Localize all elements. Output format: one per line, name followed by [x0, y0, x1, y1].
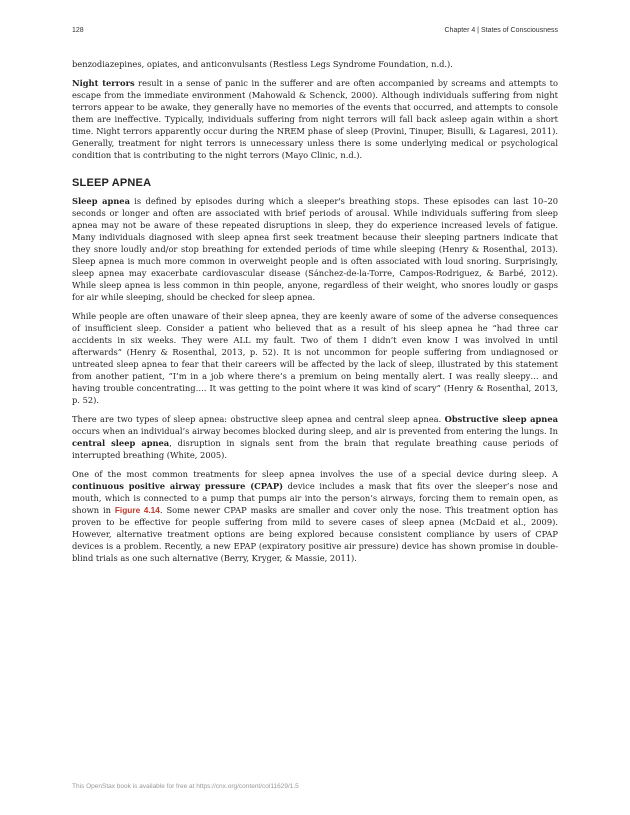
paragraph-text: occurs when an individual’s airway becomes blocked during sleep, and air is prevented from entering the lungs. In [72, 426, 558, 436]
paragraph-text: , disruption in signals sent from the brain that regulate breathing cause periods of interrupted breathing (White, 2005). [72, 438, 558, 460]
key-term: Obstructive sleep apnea [444, 414, 558, 424]
body-text [72, 58, 558, 571]
key-term: Night terrors [72, 78, 135, 88]
paragraph-text: benzodiazepines, opiates, and anticonvulsants (Restless Legs Syndrome Foundation, n.d.). [72, 59, 453, 69]
page-header [72, 27, 558, 39]
paragraph-text: One of the most common treatments for sleep apnea involves the use of a special device during sleep. A [72, 469, 558, 479]
key-term: Sleep apnea [72, 196, 130, 206]
page-footer: This OpenStax book is available for free at https://cnx.org/content/col11629/1.5 [72, 783, 299, 790]
paragraph-sleep-apnea [72, 195, 558, 303]
paragraph-text: device includes a mask that fits over the sleeper’s nose and mouth, which is connected to a pump that pumps air into the person’s airways, forcing them to remain open, as shown in [72, 481, 558, 515]
paragraph-text: result in a sense of panic in the sufferer and are often accompanied by screams and attempts to escape from the immediate environment (Mahowald & Schenck, 2000). Although individuals suffering from night terrors appear to be awake, they generally have no memories of the events that occurred, and attempts to console them are ineffective. Typically, individuals suffering from night terrors will fall back asleep again within a short time. Night terrors apparently occur during the NREM phase of sleep (Provini, Tinuper, Bisulli, & Lagaresi, 2011). Generally, treatment for night terrors is unnecessary unless there is some underlying medical or psychological condition that is contributing to the night terrors (Mayo Clinic, n.d.). [72, 78, 558, 160]
paragraph-text: is defined by episodes during which a sleeper's breathing stops. These episodes can last 10–20 seconds or longer and often are associated with brief periods of arousal. While individuals suffering from sleep apnea may not be aware of these repeated disruptions in sleep, they do experience increased levels of fatigue. Many individuals diagnosed with sleep apnea first seek treatment because their sleeping partners indicate that they snore loudly and/or stop breathing for extended periods of time while sleeping (Henry & Rosenthal, 2013). Sleep apnea is much more common in overweight people and is often associated with loud snoring. Surprisingly, sleep apnea may exacerbate cardiovascular disease (Sánchez-de-la-Torre, Campos-Rodriguez, & Barbé, 2012). While sleep apnea is less common in thin people, anyone, regardless of their weight, who snores loudly or gasps for air while sleeping, should be checked for sleep apnea. [72, 196, 558, 302]
paragraph-intro [72, 58, 558, 70]
key-term: central sleep apnea [72, 438, 170, 448]
paragraph-consequences [72, 310, 558, 406]
section-heading: SLEEP APNEA [72, 177, 152, 189]
paragraph-night-terrors [72, 77, 558, 161]
key-term: continuous positive airway pressure (CPAP) [72, 481, 284, 491]
page-number: 128 [72, 27, 84, 34]
chapter-title: Chapter 4 | States of Consciousness [444, 27, 558, 34]
figure-link[interactable]: Figure 4.14 [114, 505, 160, 515]
paragraph-types [72, 413, 558, 461]
paragraph-text: There are two types of sleep apnea: obstructive sleep apnea and central sleep apnea. [72, 414, 445, 424]
paragraph-treatment [72, 468, 558, 564]
paragraph-text: While people are often unaware of their sleep apnea, they are keenly aware of some of the adverse consequences of insufficient sleep. Consider a patient who believed that as a result of his sleep apnea he “had three car accidents in six weeks. They were ALL my fault. Two of them I didn’t even know I was involved in until afterwards” (Henry & Rosenthal, 2013, p. 52). It is not uncommon for people suffering from undiagnosed or untreated sleep apnea to fear that their careers will be affected by the lack of sleep, illustrated by this statement from another patient, “I’m in a job where there’s a premium on being mentally alert. I was really sleepy… and having trouble concentrating…. It was getting to the point where it was kind of scary” (Henry & Rosenthal, 2013, p. 52). [72, 311, 558, 405]
paragraph-text: . Some newer CPAP masks are smaller and cover only the nose. This treatment option has proven to be effective for people suffering from mild to severe cases of sleep apnea (McDaid et al., 2009). However, alternative treatment options are being explored because consistent compliance by users of CPAP devices is a problem. Recently, a new EPAP (expiratory positive air pressure) device has shown promise in double-blind trials as one such alternative (Berry, Kryger, & Massie, 2011). [72, 505, 558, 563]
